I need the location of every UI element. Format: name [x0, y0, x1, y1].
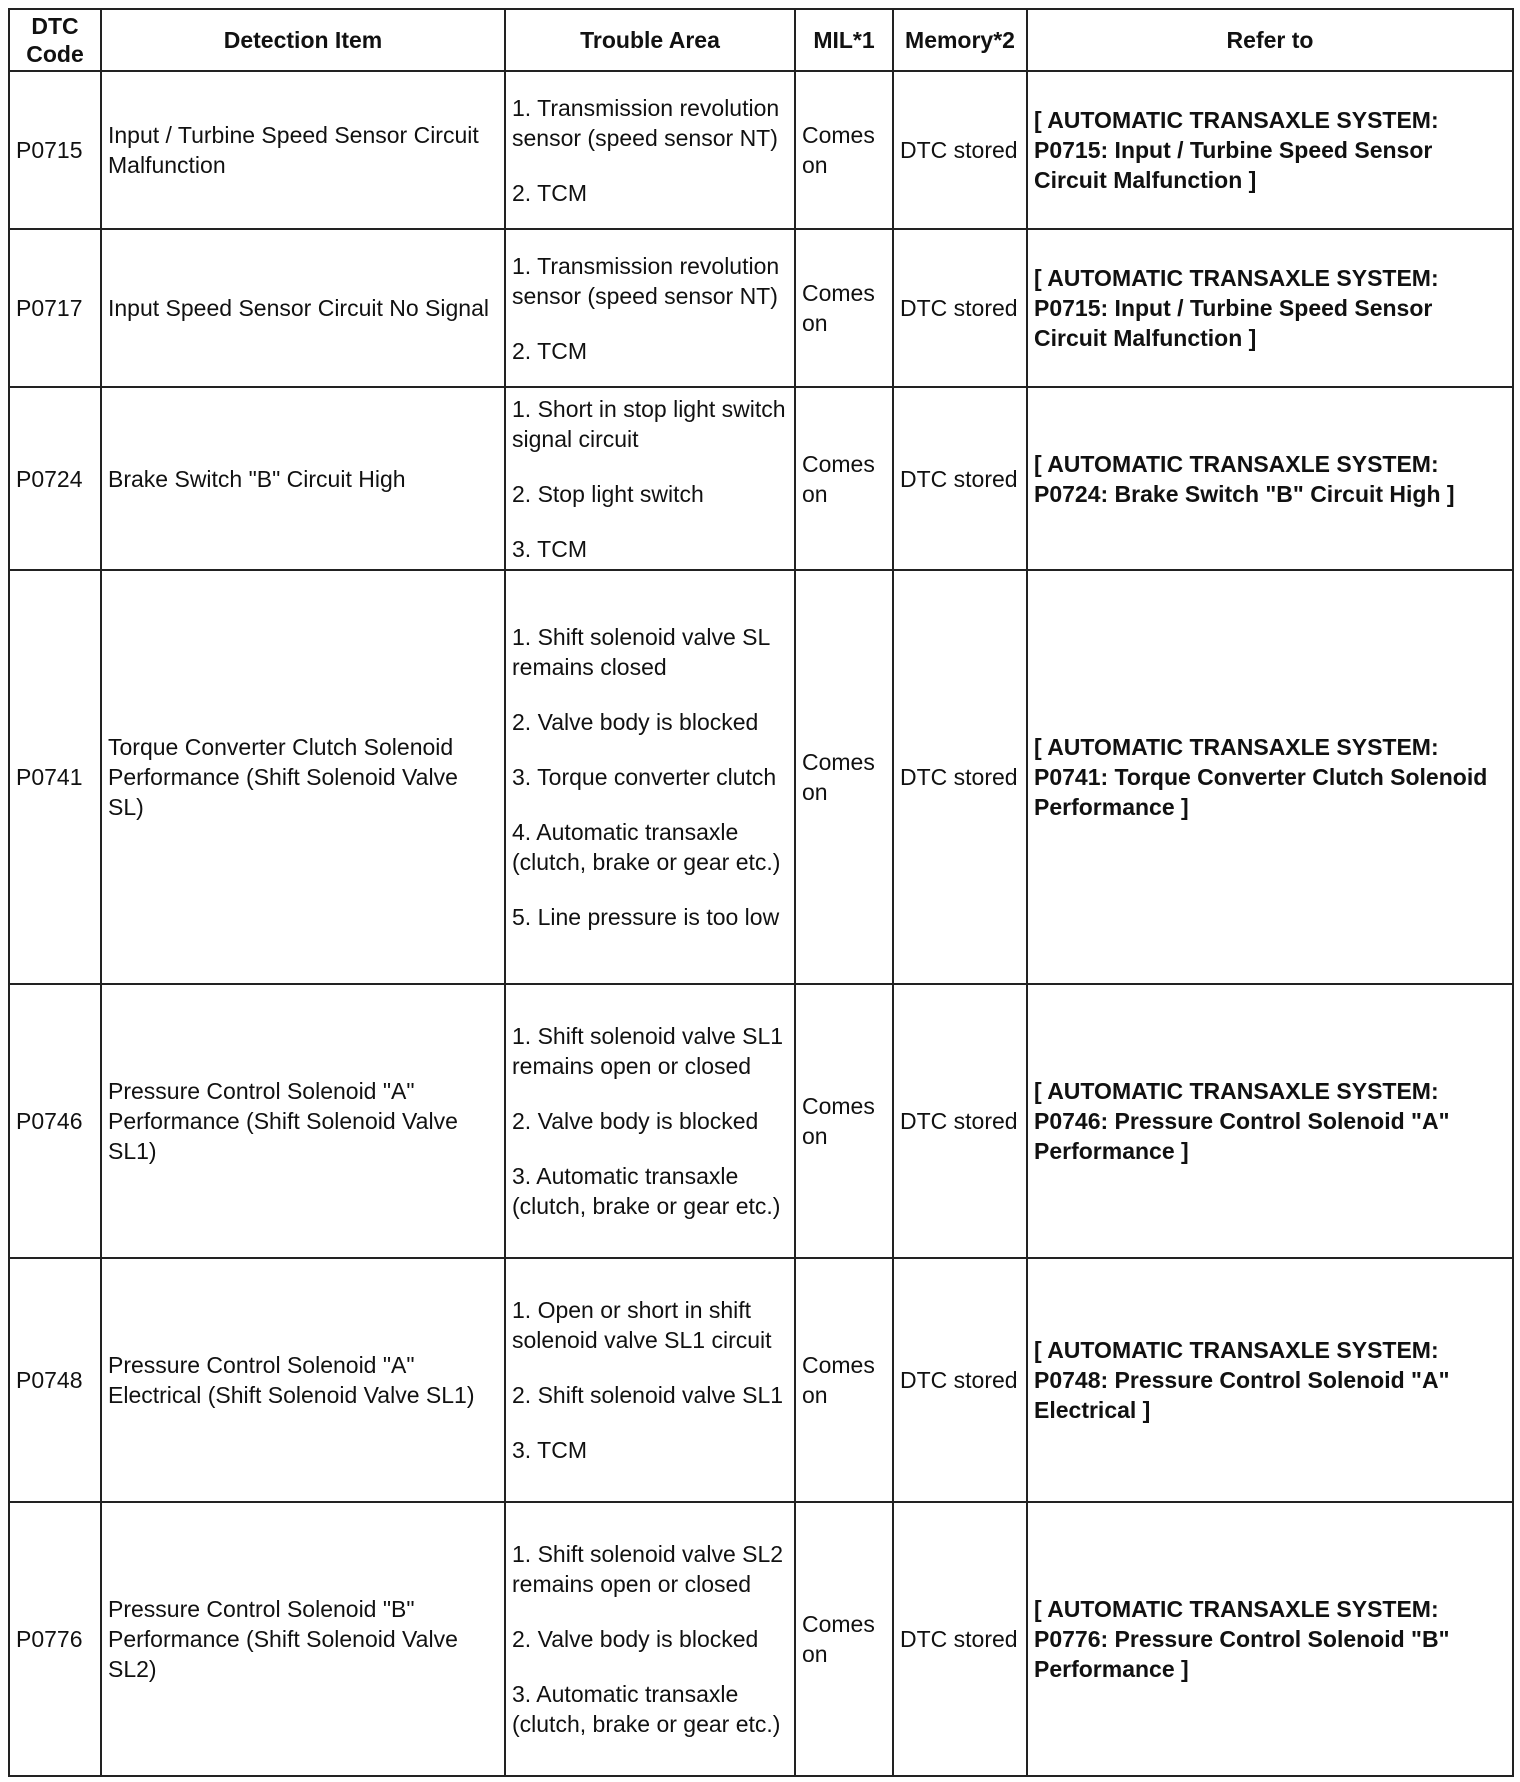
- header-mil: MIL*1: [795, 9, 893, 71]
- trouble-area-item: 1. Transmission revolution sensor (speed sensor NT): [512, 94, 780, 151]
- trouble-area-item: 1. Transmission revolution sensor (speed sensor NT): [512, 252, 780, 309]
- trouble-area-item: 2. TCM: [512, 179, 587, 206]
- trouble-area-item: 1. Shift solenoid valve SL2 remains open or closed: [512, 1541, 784, 1597]
- refer-to-cell: [ AUTOMATIC TRANSAXLE SYSTEM: P0715: Input / Turbine Speed Sensor Circuit Malfunction ]: [1027, 229, 1513, 387]
- table-row: [9, 570, 1513, 984]
- trouble-area-item: 2. Valve body is blocked: [512, 1626, 759, 1652]
- refer-to-cell: [ AUTOMATIC TRANSAXLE SYSTEM: P0715: Input / Turbine Speed Sensor Circuit Malfunction ]: [1027, 71, 1513, 229]
- trouble-area-item: 4. Automatic transaxle (clutch, brake or gear etc.): [512, 819, 781, 875]
- dtc-code-cell: P0717: [9, 229, 101, 387]
- table-row: [9, 229, 1513, 387]
- memory-cell: DTC stored: [893, 1502, 1027, 1776]
- memory-cell: DTC stored: [893, 1258, 1027, 1502]
- table-row: [9, 984, 1513, 1258]
- header-memory: Memory*2: [893, 9, 1027, 71]
- trouble-area-item: 2. Valve body is blocked: [512, 1108, 759, 1134]
- header-detection-item: Detection Item: [101, 9, 505, 71]
- memory-cell: DTC stored: [893, 229, 1027, 387]
- trouble-area-cell: [505, 984, 795, 1258]
- dtc-code-cell: P0748: [9, 1258, 101, 1502]
- trouble-area-item: 2. Valve body is blocked: [512, 709, 759, 735]
- memory-cell: DTC stored: [893, 570, 1027, 984]
- dtc-code-cell: P0746: [9, 984, 101, 1258]
- mil-cell: Comes on: [795, 71, 893, 229]
- trouble-area-cell: [505, 387, 795, 570]
- table-header-row: [9, 9, 1513, 71]
- mil-cell: Comes on: [795, 229, 893, 387]
- dtc-code-cell: P0776: [9, 1502, 101, 1776]
- refer-to-cell: [ AUTOMATIC TRANSAXLE SYSTEM: P0724: Brake Switch "B" Circuit High ]: [1027, 387, 1513, 570]
- dtc-code-cell: P0741: [9, 570, 101, 984]
- trouble-area-item: 1. Shift solenoid valve SL remains closed: [512, 624, 770, 680]
- trouble-area-item: 2. TCM: [512, 337, 587, 364]
- trouble-area-cell: [505, 1502, 795, 1776]
- trouble-area-item: 3. TCM: [512, 535, 587, 562]
- memory-cell: DTC stored: [893, 387, 1027, 570]
- refer-to-cell: [ AUTOMATIC TRANSAXLE SYSTEM: P0741: Torque Converter Clutch Solenoid Performance ]: [1027, 570, 1513, 984]
- trouble-area-item: 3. Automatic transaxle (clutch, brake or gear etc.): [512, 1681, 781, 1737]
- table-row: [9, 1502, 1513, 1776]
- dtc-code-cell: P0724: [9, 387, 101, 570]
- detection-item-cell: Brake Switch "B" Circuit High: [101, 387, 505, 570]
- mil-cell: Comes on: [795, 387, 893, 570]
- trouble-area-cell: [505, 570, 795, 984]
- refer-to-cell: [ AUTOMATIC TRANSAXLE SYSTEM: P0748: Pressure Control Solenoid "A" Electrical ]: [1027, 1258, 1513, 1502]
- memory-cell: DTC stored: [893, 984, 1027, 1258]
- table-row: [9, 71, 1513, 229]
- detection-item-cell: Torque Converter Clutch Solenoid Performance (Shift Solenoid Valve SL): [101, 570, 505, 984]
- trouble-area-item: 3. Torque converter clutch: [512, 764, 777, 790]
- mil-cell: Comes on: [795, 1502, 893, 1776]
- refer-to-cell: [ AUTOMATIC TRANSAXLE SYSTEM: P0746: Pressure Control Solenoid "A" Performance ]: [1027, 984, 1513, 1258]
- header-trouble-area: Trouble Area: [505, 9, 795, 71]
- header-refer-to: Refer to: [1027, 9, 1513, 71]
- refer-to-cell: [ AUTOMATIC TRANSAXLE SYSTEM: P0776: Pressure Control Solenoid "B" Performance ]: [1027, 1502, 1513, 1776]
- trouble-area-item: 2. Stop light switch: [512, 480, 704, 507]
- detection-item-cell: Pressure Control Solenoid "A" Electrical (Shift Solenoid Valve SL1): [101, 1258, 505, 1502]
- trouble-area-item: 2. Shift solenoid valve SL1: [512, 1382, 784, 1408]
- trouble-area-item: 3. Automatic transaxle (clutch, brake or gear etc.): [512, 1163, 781, 1219]
- mil-cell: Comes on: [795, 1258, 893, 1502]
- detection-item-cell: Pressure Control Solenoid "A" Performance (Shift Solenoid Valve SL1): [101, 984, 505, 1258]
- trouble-area-item: 1. Open or short in shift solenoid valve SL1 circuit: [512, 1297, 772, 1353]
- header-dtc-code: DTC Code: [9, 9, 101, 71]
- detection-item-cell: Input Speed Sensor Circuit No Signal: [101, 229, 505, 387]
- trouble-area-item: 5. Line pressure is too low: [512, 904, 780, 930]
- mil-cell: Comes on: [795, 570, 893, 984]
- memory-cell: DTC stored: [893, 71, 1027, 229]
- table-row: [9, 1258, 1513, 1502]
- dtc-code-cell: P0715: [9, 71, 101, 229]
- trouble-area-item: 1. Short in stop light switch signal circuit: [512, 395, 786, 452]
- trouble-area-item: 1. Shift solenoid valve SL1 remains open or closed: [512, 1023, 784, 1079]
- trouble-area-cell: [505, 71, 795, 229]
- trouble-area-cell: [505, 1258, 795, 1502]
- trouble-area-item: 3. TCM: [512, 1437, 587, 1463]
- dtc-table: [8, 8, 1514, 1777]
- trouble-area-cell: [505, 229, 795, 387]
- detection-item-cell: Pressure Control Solenoid "B" Performance (Shift Solenoid Valve SL2): [101, 1502, 505, 1776]
- table-row: [9, 387, 1513, 570]
- detection-item-cell: Input / Turbine Speed Sensor Circuit Malfunction: [101, 71, 505, 229]
- mil-cell: Comes on: [795, 984, 893, 1258]
